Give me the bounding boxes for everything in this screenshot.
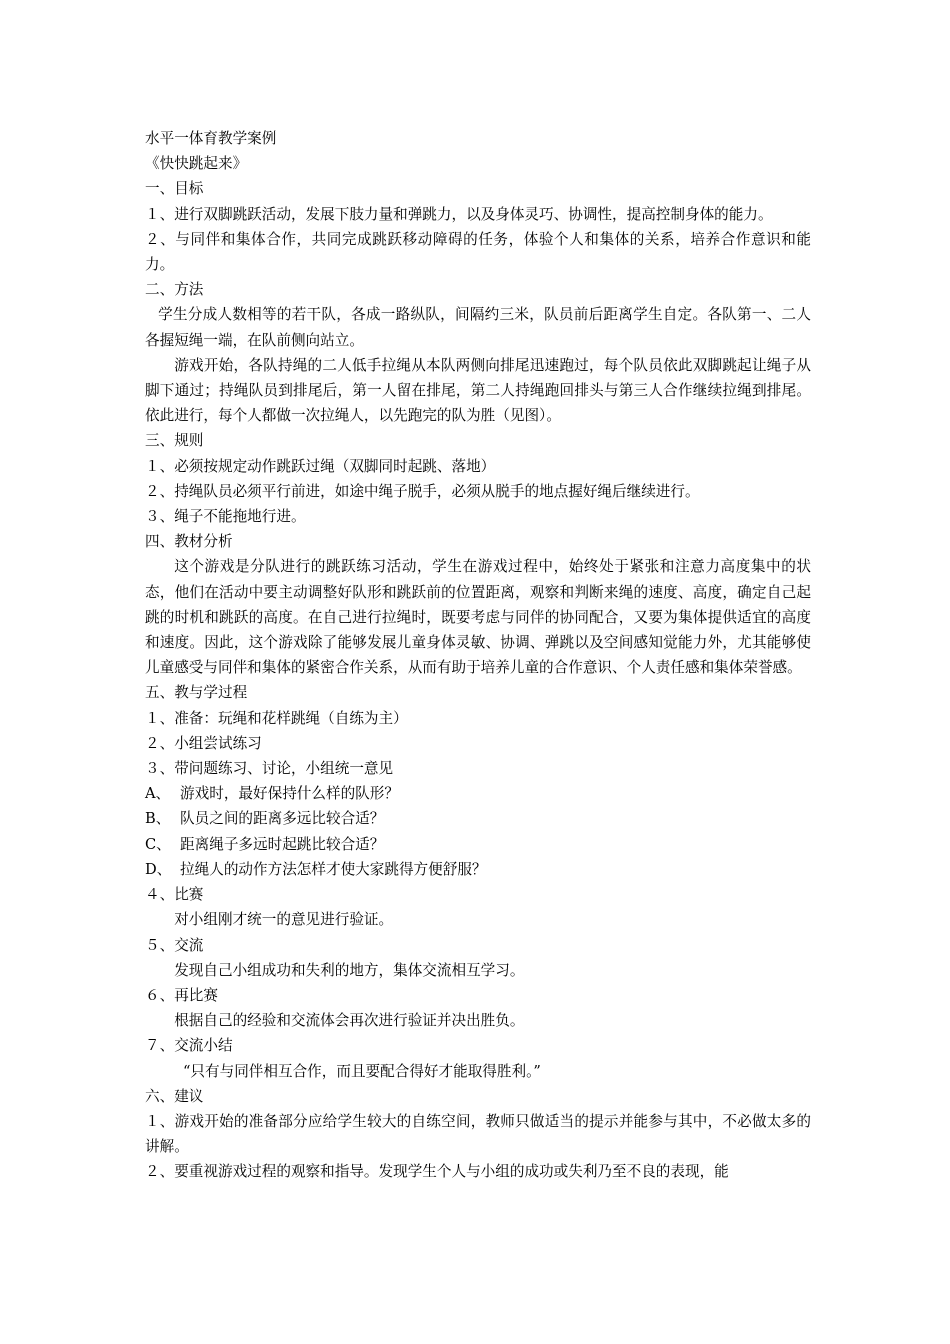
process-step: ６、再比赛	[145, 986, 218, 1004]
rule-item: １、必须按规定动作跳跃过绳（双脚同时起跳、落地）	[145, 457, 496, 475]
question-text: 游戏时，最好保持什么样的队形？	[180, 785, 399, 803]
rule-item: ３、绳子不能拖地行进。	[145, 508, 306, 526]
process-step-detail: 发现自己小组成功和失利的地方，集体交流相互学习。	[174, 961, 525, 979]
method-paragraph: 游戏开始，各队持绳的二人低手拉绳从本队两侧向排尾迅速跑过，每个队员依此双脚跳起让绳子从脚下通过；持绳队员到排尾后，第一人留在排尾，第二人持绳跑回排头与第三人合作继续拉绳到排尾。依此进行，每个人都做一次拉绳人，以先跑完的队为胜（见图）。	[145, 356, 811, 425]
process-step: ７、交流小结	[145, 1037, 233, 1055]
document-subtitle: 《快快跳起来》	[145, 155, 248, 173]
rule-item: ２、持绳队员必须平行前进，如途中绳子脱手，必须从脱手的地点握好绳后继续进行。	[145, 482, 700, 500]
suggestion-item: １、游戏开始的准备部分应给学生较大的自练空间，教师只做适当的提示并能参与其中，不必做太多的讲解。	[145, 1112, 811, 1156]
process-step: ５、交流	[145, 936, 204, 954]
section-heading-goals: 一、目标	[145, 180, 204, 198]
process-step: ４、比赛	[145, 886, 204, 904]
question-letter: A、	[145, 785, 171, 803]
question-text: 拉绳人的动作方法怎样才使大家跳得方便舒服？	[180, 860, 487, 878]
question-item	[145, 857, 811, 882]
question-letter: C、	[145, 835, 171, 853]
question-item	[145, 806, 811, 831]
section-heading-rules: 三、规则	[145, 432, 204, 450]
question-item	[145, 781, 811, 806]
analysis-paragraph: 这个游戏是分队进行的跳跃练习活动，学生在游戏过程中，始终处于紧张和注意力高度集中的状态，他们在活动中要主动调整好队形和跳跃前的位置距离，观察和判断来绳的速度、高度，确定自己起跳的时机和跳跃的高度。在自己进行拉绳时，既要考虑与同伴的协同配合，又要为集体提供适宜的高度和速度。因此，这个游戏除了能够发展儿童身体灵敏、协调、弹跳以及空间感知觉能力外，尤其能够使儿童感受与同伴和集体的紧密合作关系，从而有助于培养儿童的合作意识、个人责任感和集体荣誉感。	[145, 558, 811, 677]
process-step-detail: 对小组刚才统一的意见进行验证。	[174, 911, 394, 929]
question-text: 距离绳子多远时起跳比较合适？	[180, 835, 385, 853]
section-heading-method: 二、方法	[145, 281, 204, 299]
question-letter: D、	[145, 860, 172, 878]
process-step: ３、带问题练习、讨论，小组统一意见	[145, 760, 394, 778]
goal-item: １、进行双脚跳跃活动，发展下肢力量和弹跳力，以及身体灵巧、协调性，提高控制身体的能力。	[145, 205, 773, 223]
document-page	[145, 126, 811, 1185]
section-heading-process: 五、教与学过程	[145, 684, 248, 702]
question-item	[145, 832, 811, 857]
section-heading-suggestions: 六、建议	[145, 1087, 204, 1105]
goal-item: ２、与同伴和集体合作，共同完成跳跃移动障碍的任务，体验个人和集体的关系，培养合作意识和能力。	[145, 230, 811, 274]
process-step-quote: “只有与同伴相互合作，而且要配合得好才能取得胜利。”	[182, 1062, 541, 1080]
process-step-detail: 根据自己的经验和交流体会再次进行验证并决出胜负。	[174, 1012, 525, 1030]
question-text: 队员之间的距离多远比较合适？	[180, 810, 385, 828]
question-letter: B、	[145, 810, 171, 828]
method-paragraph: 学生分成人数相等的若干队，各成一路纵队，间隔约三米，队员前后距离学生自定。各队第一、二人各握短绳一端，在队前侧向站立。	[145, 306, 811, 349]
section-heading-analysis: 四、教材分析	[145, 533, 233, 551]
process-step: ２、小组尝试练习	[145, 734, 262, 752]
process-step: １、准备：玩绳和花样跳绳（自练为主）	[145, 709, 408, 727]
document-title: 水平一体育教学案例	[145, 130, 277, 147]
suggestion-item: ２、要重视游戏过程的观察和指导。发现学生个人与小组的成功或失利乃至不良的表现，能	[145, 1163, 729, 1181]
